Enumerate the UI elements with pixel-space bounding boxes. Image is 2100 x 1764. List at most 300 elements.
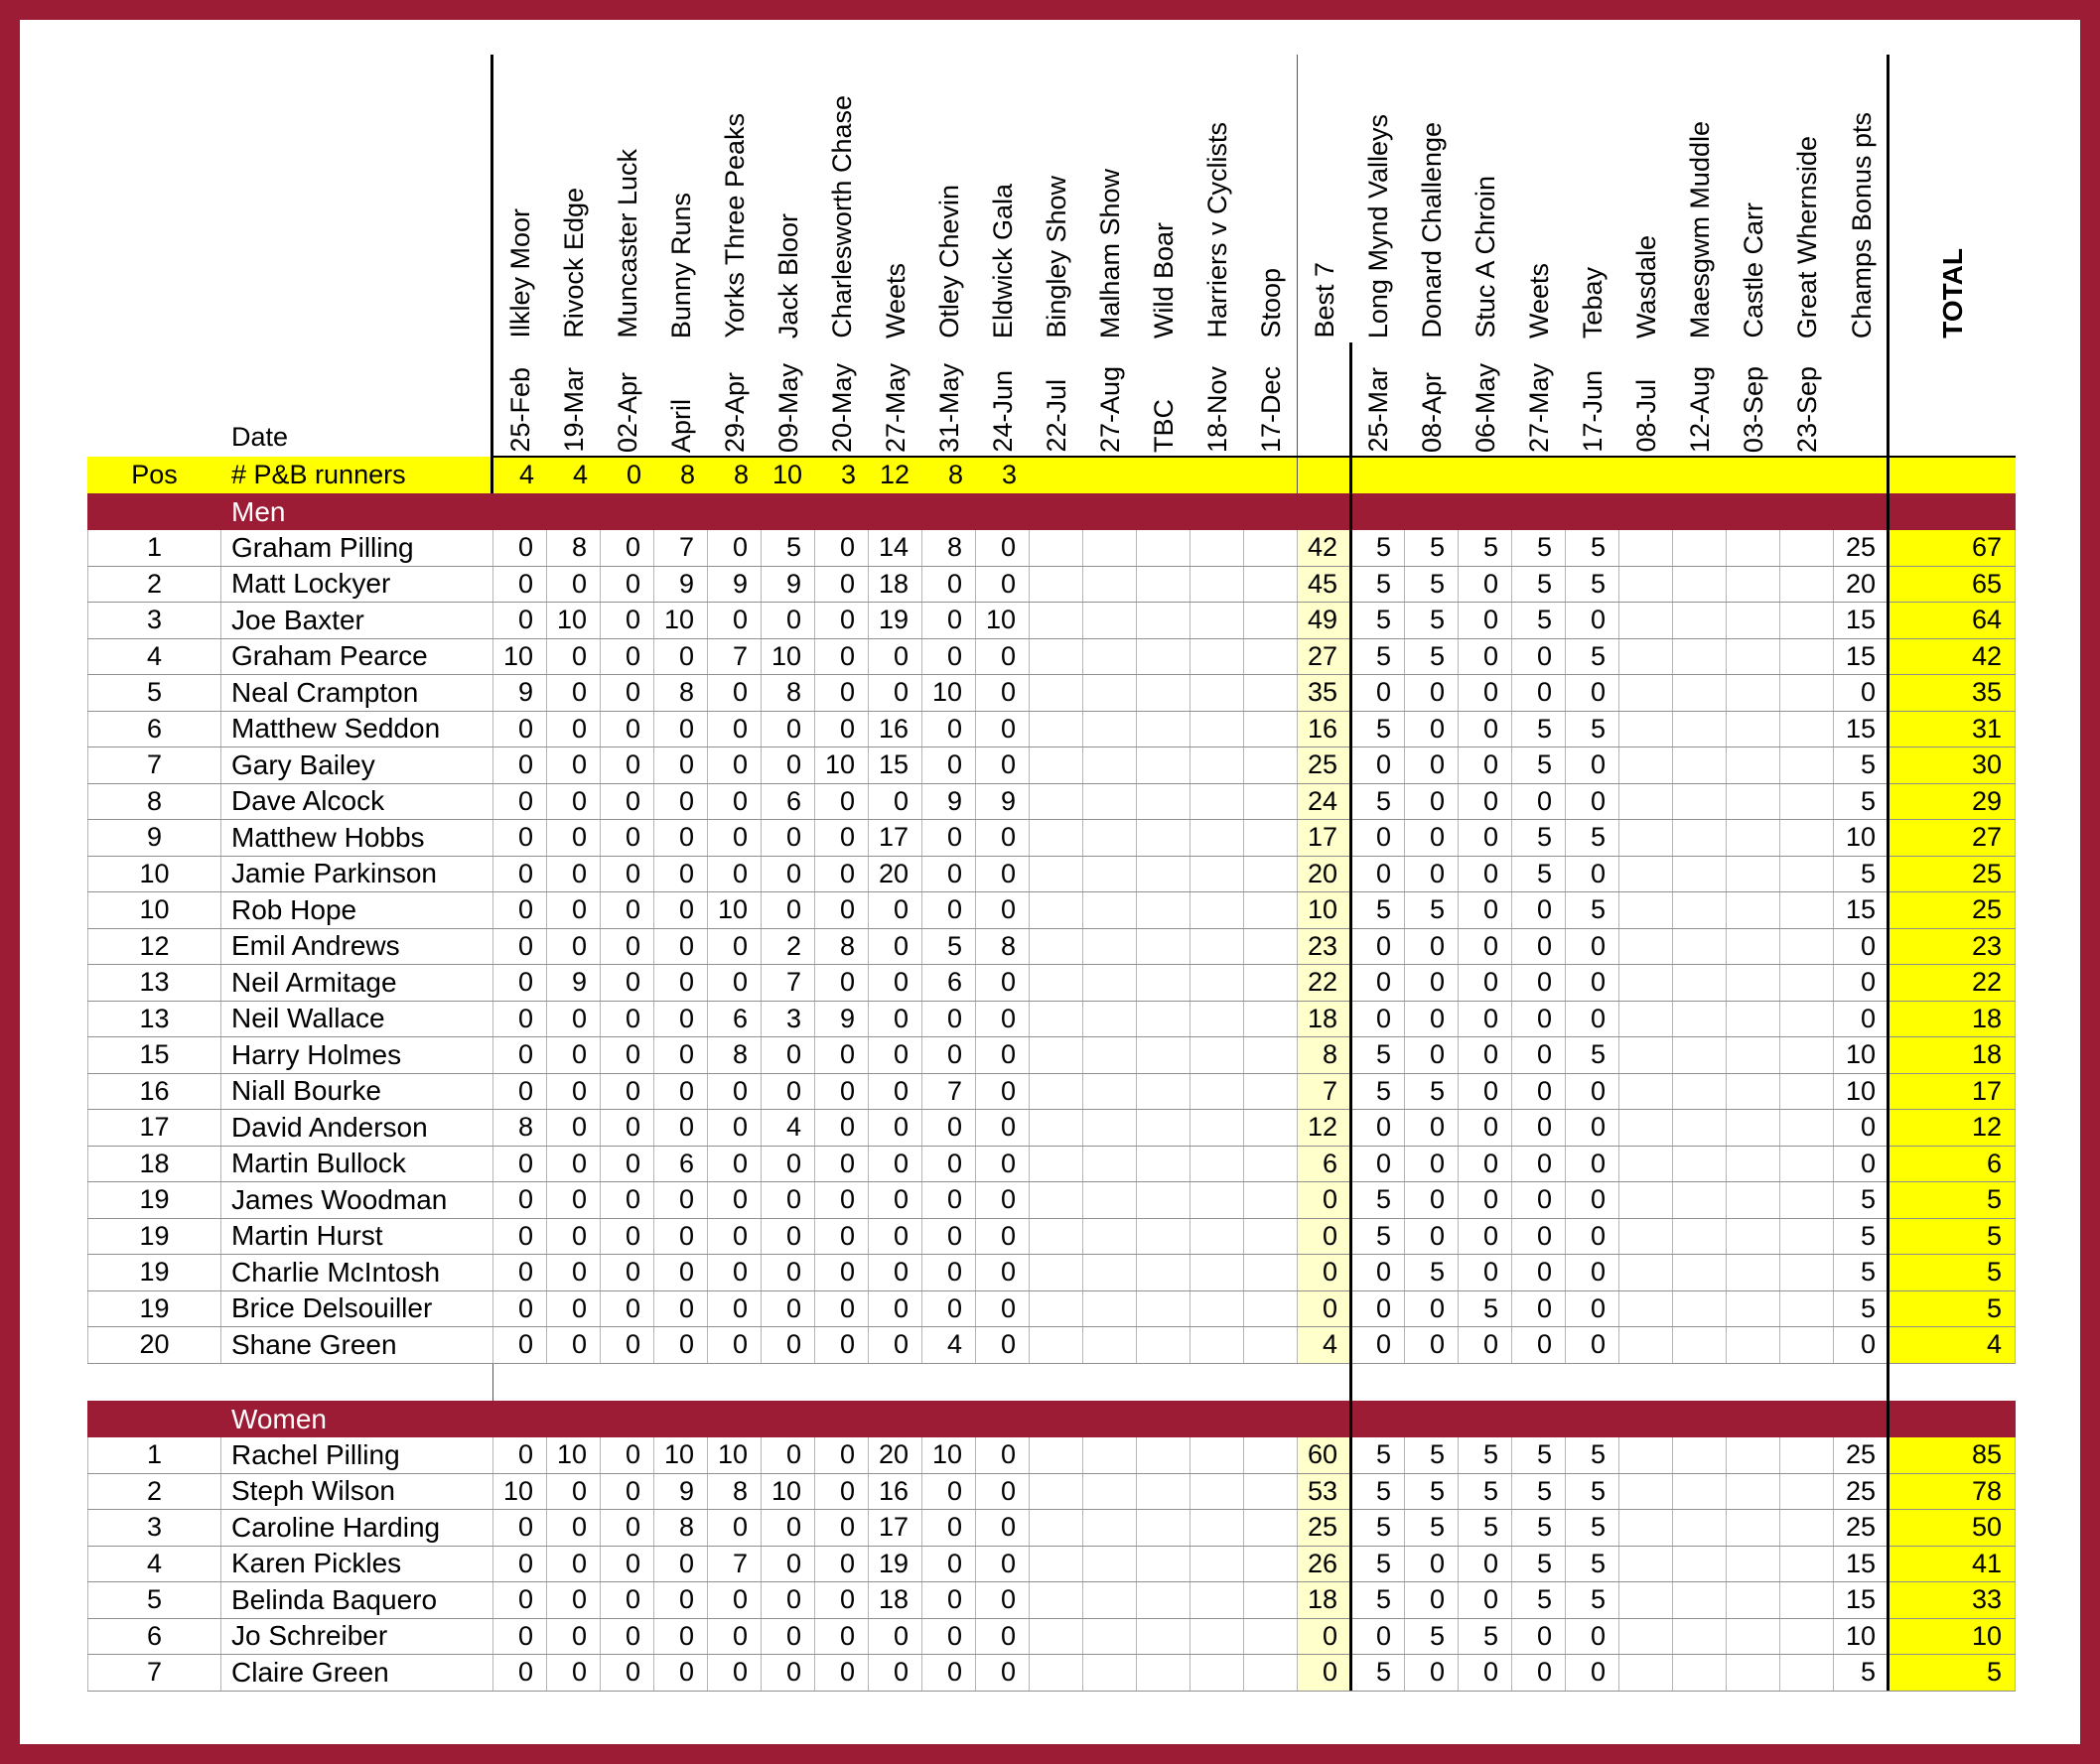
score-cell: 0 <box>976 892 1030 928</box>
champs-score-cell <box>1673 1437 1727 1473</box>
score-cell: 10 <box>547 1437 601 1473</box>
score-cell: 20 <box>869 857 922 892</box>
header-race-names-row <box>87 55 2016 342</box>
bonus-cell: 5 <box>1834 747 1890 783</box>
score-cell: 0 <box>547 747 601 783</box>
divider-line-best7-right <box>1349 342 1352 1691</box>
score-cell: 0 <box>654 1002 708 1037</box>
champs-score-cell: 0 <box>1459 1147 1512 1182</box>
champs-score-cell <box>1727 1474 1780 1510</box>
score-cell: 9 <box>815 1002 869 1037</box>
score-cell <box>1137 1147 1190 1182</box>
frame-border-left <box>0 0 20 1764</box>
score-cell <box>1083 1619 1137 1655</box>
total-cell: 6 <box>1890 1147 2016 1182</box>
pos-cell: 18 <box>87 1147 221 1182</box>
score-cell <box>1190 1510 1244 1546</box>
champs-score-cell <box>1673 857 1727 892</box>
champs-score-cell <box>1673 747 1727 783</box>
score-cell <box>1137 1074 1190 1110</box>
table-row <box>87 1655 2016 1692</box>
champs-score-cell <box>1727 1327 1780 1363</box>
champs-score-cell <box>1780 603 1834 638</box>
score-cell <box>1137 1582 1190 1618</box>
score-cell: 9 <box>976 784 1030 820</box>
champs-score-cell <box>1727 784 1780 820</box>
score-cell: 5 <box>922 929 976 965</box>
score-cell <box>1137 1291 1190 1327</box>
champs-score-cell <box>1673 639 1727 675</box>
champs-score-cell: 5 <box>1459 1510 1512 1546</box>
header-spacer-pos <box>87 342 221 457</box>
champs-score-cell: 0 <box>1566 1147 1619 1182</box>
total-cell: 12 <box>1890 1110 2016 1146</box>
score-cell: 0 <box>493 747 547 783</box>
score-cell <box>1137 1547 1190 1582</box>
column-header: Donard Challenge <box>1416 122 1447 339</box>
score-cell: 0 <box>976 820 1030 856</box>
champs-score-cell <box>1619 639 1673 675</box>
column-date: 17-Dec <box>1255 365 1286 453</box>
champs-score-cell <box>1727 747 1780 783</box>
score-cell <box>1244 1147 1298 1182</box>
champs-score-cell: 0 <box>1459 784 1512 820</box>
column-date: 12-Aug <box>1684 365 1715 453</box>
champs-score-cell <box>1673 530 1727 566</box>
score-cell: 0 <box>922 1655 976 1691</box>
champs-score-cell <box>1727 820 1780 856</box>
score-cell <box>1244 929 1298 965</box>
champs-score-cell: 5 <box>1405 567 1459 603</box>
champs-score-cell: 5 <box>1459 530 1512 566</box>
table-row <box>87 603 2016 639</box>
score-cell <box>1137 784 1190 820</box>
score-cell: 0 <box>547 1255 601 1290</box>
score-cell <box>1190 1002 1244 1037</box>
column-header: Yorks Three Peaks <box>719 113 750 339</box>
name-cell: Niall Bourke <box>221 1074 493 1110</box>
score-cell: 0 <box>493 1219 547 1255</box>
score-cell <box>1244 892 1298 928</box>
score-cell <box>1137 1437 1190 1473</box>
pos-cell: 19 <box>87 1182 221 1218</box>
champs-score-cell: 0 <box>1405 1655 1459 1691</box>
score-cell <box>1137 820 1190 856</box>
score-cell <box>1244 1474 1298 1510</box>
score-cell <box>1030 892 1083 928</box>
score-cell: 0 <box>708 1182 762 1218</box>
champs-score-cell <box>1780 567 1834 603</box>
score-cell: 10 <box>762 639 815 675</box>
score-cell <box>1030 1619 1083 1655</box>
score-cell <box>1244 1219 1298 1255</box>
score-cell: 0 <box>708 1110 762 1146</box>
score-cell: 0 <box>976 712 1030 747</box>
table-row <box>87 1582 2016 1619</box>
champs-score-cell <box>1727 1619 1780 1655</box>
runners-count <box>1834 457 1890 493</box>
score-cell <box>1244 820 1298 856</box>
name-cell: Belinda Baquero <box>221 1582 493 1618</box>
champs-score-cell <box>1727 929 1780 965</box>
score-cell: 0 <box>547 892 601 928</box>
score-cell: 0 <box>547 567 601 603</box>
champs-score-cell: 0 <box>1566 1002 1619 1037</box>
bonus-cell: 10 <box>1834 1074 1890 1110</box>
score-cell <box>1190 747 1244 783</box>
champs-score-cell <box>1780 639 1834 675</box>
score-cell: 9 <box>654 1474 708 1510</box>
score-cell: 8 <box>654 675 708 711</box>
champs-score-cell: 0 <box>1459 603 1512 638</box>
champs-score-cell <box>1780 1037 1834 1073</box>
total-cell: 65 <box>1890 567 2016 603</box>
score-cell <box>1190 1291 1244 1327</box>
score-cell: 0 <box>762 603 815 638</box>
champs-score-cell <box>1673 1074 1727 1110</box>
champs-score-cell <box>1727 1510 1780 1546</box>
champs-score-cell <box>1619 530 1673 566</box>
champs-score-cell: 5 <box>1512 1582 1566 1618</box>
champs-score-cell: 5 <box>1512 747 1566 783</box>
table-row <box>87 567 2016 604</box>
score-cell: 0 <box>815 892 869 928</box>
champs-score-cell: 0 <box>1459 1547 1512 1582</box>
score-cell: 10 <box>922 675 976 711</box>
score-cell <box>1030 1219 1083 1255</box>
champs-score-cell <box>1619 1510 1673 1546</box>
score-cell <box>1083 1074 1137 1110</box>
runners-count <box>1512 457 1566 493</box>
column-header: TOTAL <box>1936 248 1968 339</box>
score-cell: 0 <box>654 747 708 783</box>
score-cell <box>1190 965 1244 1001</box>
score-cell: 0 <box>493 929 547 965</box>
score-cell: 0 <box>869 1147 922 1182</box>
champs-score-cell: 5 <box>1566 530 1619 566</box>
column-date: TBC <box>1148 399 1179 453</box>
score-cell: 0 <box>976 965 1030 1001</box>
score-cell: 0 <box>976 1110 1030 1146</box>
score-cell: 0 <box>815 1582 869 1618</box>
bonus-cell: 0 <box>1834 1002 1890 1037</box>
runners-count <box>1298 457 1351 493</box>
champs-score-cell <box>1780 712 1834 747</box>
champs-score-cell: 5 <box>1512 857 1566 892</box>
score-cell: 0 <box>547 1474 601 1510</box>
total-cell: 18 <box>1890 1037 2016 1073</box>
score-cell: 0 <box>601 1074 654 1110</box>
champs-score-cell <box>1673 1219 1727 1255</box>
score-cell: 0 <box>922 857 976 892</box>
runners-count <box>1137 457 1190 493</box>
champs-score-cell: 0 <box>1512 1182 1566 1218</box>
score-cell: 0 <box>493 1291 547 1327</box>
champs-score-cell <box>1619 1291 1673 1327</box>
champs-score-cell: 0 <box>1405 820 1459 856</box>
champs-score-cell <box>1619 1037 1673 1073</box>
header-spacer-pos <box>87 55 221 342</box>
score-cell: 0 <box>869 1291 922 1327</box>
champs-score-cell: 0 <box>1405 1219 1459 1255</box>
score-cell: 0 <box>976 1291 1030 1327</box>
score-cell <box>1083 1327 1137 1363</box>
runners-count <box>1673 457 1727 493</box>
total-cell: 5 <box>1890 1291 2016 1327</box>
champs-score-cell: 0 <box>1512 1147 1566 1182</box>
score-cell <box>1190 603 1244 638</box>
table-row <box>87 712 2016 748</box>
runners-count <box>1619 457 1673 493</box>
score-cell: 16 <box>869 1474 922 1510</box>
total-cell: 5 <box>1890 1182 2016 1218</box>
champs-score-cell <box>1619 892 1673 928</box>
total-cell: 31 <box>1890 712 2016 747</box>
champs-score-cell: 0 <box>1405 1291 1459 1327</box>
score-cell: 0 <box>654 820 708 856</box>
score-cell: 0 <box>601 712 654 747</box>
best7-cell: 4 <box>1298 1327 1351 1363</box>
table-row <box>87 820 2016 857</box>
champs-score-cell <box>1780 1255 1834 1290</box>
champs-score-cell <box>1727 1547 1780 1582</box>
champs-score-cell <box>1727 567 1780 603</box>
score-cell: 0 <box>922 1147 976 1182</box>
score-cell: 0 <box>762 747 815 783</box>
name-cell: James Woodman <box>221 1182 493 1218</box>
score-cell: 8 <box>815 929 869 965</box>
score-cell: 0 <box>869 892 922 928</box>
champs-score-cell: 5 <box>1566 1547 1619 1582</box>
score-cell: 0 <box>815 530 869 566</box>
score-cell: 7 <box>708 639 762 675</box>
score-cell: 0 <box>869 965 922 1001</box>
score-cell: 9 <box>708 567 762 603</box>
pos-cell: 7 <box>87 747 221 783</box>
champs-score-cell <box>1780 1002 1834 1037</box>
score-cell: 0 <box>869 1327 922 1363</box>
score-cell <box>1083 1474 1137 1510</box>
score-cell <box>1030 1182 1083 1218</box>
runners-count: 0 <box>626 460 641 489</box>
score-cell: 0 <box>762 1582 815 1618</box>
score-cell <box>1190 675 1244 711</box>
champs-score-cell <box>1780 857 1834 892</box>
score-cell: 0 <box>708 530 762 566</box>
champs-score-cell <box>1780 1110 1834 1146</box>
score-cell <box>1137 1655 1190 1691</box>
champs-score-cell <box>1673 1037 1727 1073</box>
best7-cell: 16 <box>1298 712 1351 747</box>
score-cell <box>1030 1074 1083 1110</box>
score-cell: 3 <box>762 1002 815 1037</box>
table-row <box>87 747 2016 784</box>
score-cell: 14 <box>869 530 922 566</box>
champs-score-cell: 0 <box>1566 1219 1619 1255</box>
score-cell <box>1030 929 1083 965</box>
name-cell: Emil Andrews <box>221 929 493 965</box>
score-cell: 0 <box>976 1582 1030 1618</box>
best7-cell: 24 <box>1298 784 1351 820</box>
runners-count: 8 <box>679 460 695 489</box>
champs-score-cell: 0 <box>1351 1619 1405 1655</box>
champs-score-cell: 5 <box>1351 1510 1405 1546</box>
score-cell: 0 <box>815 1255 869 1290</box>
score-cell: 0 <box>762 820 815 856</box>
score-cell <box>1083 1002 1137 1037</box>
champs-score-cell: 0 <box>1459 1327 1512 1363</box>
score-cell: 0 <box>762 1255 815 1290</box>
name-cell: Neal Crampton <box>221 675 493 711</box>
pos-cell: 8 <box>87 784 221 820</box>
column-header: Bunny Runs <box>665 192 696 339</box>
champs-score-cell <box>1619 1147 1673 1182</box>
score-cell: 0 <box>601 567 654 603</box>
best7-cell: 27 <box>1298 639 1351 675</box>
pos-cell: 5 <box>87 1582 221 1618</box>
best7-cell: 23 <box>1298 929 1351 965</box>
table-row <box>87 1219 2016 1256</box>
score-cell <box>1137 567 1190 603</box>
score-cell <box>1137 1002 1190 1037</box>
score-cell <box>1030 965 1083 1001</box>
score-cell: 4 <box>762 1110 815 1146</box>
name-cell: Shane Green <box>221 1327 493 1363</box>
runners-count: 10 <box>771 460 802 489</box>
champs-score-cell: 0 <box>1566 1074 1619 1110</box>
champs-score-cell <box>1780 1582 1834 1618</box>
champs-score-cell: 0 <box>1405 675 1459 711</box>
score-cell: 0 <box>654 1291 708 1327</box>
table-body <box>87 493 2016 1692</box>
champs-score-cell <box>1780 1437 1834 1473</box>
frame-border-bottom <box>0 1744 2100 1764</box>
score-cell: 0 <box>654 639 708 675</box>
bonus-cell: 0 <box>1834 1327 1890 1363</box>
table-row <box>87 1327 2016 1364</box>
runners-count <box>1459 457 1512 493</box>
frame-border-right <box>2080 0 2100 1764</box>
bonus-cell: 25 <box>1834 1437 1890 1473</box>
champs-score-cell: 5 <box>1512 820 1566 856</box>
score-cell: 0 <box>547 1002 601 1037</box>
score-cell <box>1030 1510 1083 1546</box>
champs-score-cell: 0 <box>1405 965 1459 1001</box>
total-cell: 25 <box>1890 892 2016 928</box>
champs-score-cell: 0 <box>1459 675 1512 711</box>
champs-score-cell <box>1727 1655 1780 1691</box>
pos-cell: 3 <box>87 1510 221 1546</box>
column-date: 18-Nov <box>1201 365 1232 453</box>
pos-cell: 13 <box>87 965 221 1001</box>
score-cell <box>1190 1147 1244 1182</box>
pos-cell: 5 <box>87 675 221 711</box>
champs-score-cell <box>1619 820 1673 856</box>
champs-score-cell <box>1619 712 1673 747</box>
score-cell: 0 <box>601 892 654 928</box>
score-cell: 0 <box>547 1110 601 1146</box>
runners-label-text: # P&B runners <box>231 460 406 489</box>
champs-score-cell <box>1673 1327 1727 1363</box>
score-cell <box>1083 820 1137 856</box>
champs-score-cell: 0 <box>1459 712 1512 747</box>
champs-score-cell: 0 <box>1351 1255 1405 1290</box>
bonus-cell: 15 <box>1834 892 1890 928</box>
champs-score-cell: 5 <box>1512 1547 1566 1582</box>
score-cell: 0 <box>869 639 922 675</box>
score-cell <box>1244 530 1298 566</box>
champs-score-cell: 0 <box>1459 1074 1512 1110</box>
name-cell: Brice Delsouiller <box>221 1291 493 1327</box>
score-cell: 0 <box>922 747 976 783</box>
score-cell: 10 <box>922 1437 976 1473</box>
score-cell: 0 <box>708 1219 762 1255</box>
column-date: 20-May <box>826 362 857 453</box>
champs-score-cell: 0 <box>1512 892 1566 928</box>
champs-score-cell <box>1673 1182 1727 1218</box>
best7-cell: 0 <box>1298 1255 1351 1290</box>
score-cell: 0 <box>976 1037 1030 1073</box>
name-cell: Steph Wilson <box>221 1474 493 1510</box>
champs-score-cell: 0 <box>1566 747 1619 783</box>
score-cell: 0 <box>815 857 869 892</box>
runners-count <box>1190 457 1244 493</box>
bonus-cell: 5 <box>1834 1255 1890 1290</box>
name-cell: Martin Hurst <box>221 1219 493 1255</box>
score-cell: 0 <box>815 675 869 711</box>
score-cell: 6 <box>708 1002 762 1037</box>
score-cell: 0 <box>869 1037 922 1073</box>
runners-count <box>1351 457 1405 493</box>
score-cell: 0 <box>708 1074 762 1110</box>
champs-score-cell: 0 <box>1566 603 1619 638</box>
champs-score-cell <box>1780 675 1834 711</box>
score-cell: 9 <box>654 567 708 603</box>
score-cell: 0 <box>493 1619 547 1655</box>
score-cell: 0 <box>922 1037 976 1073</box>
score-cell: 6 <box>922 965 976 1001</box>
champs-score-cell <box>1673 1655 1727 1691</box>
champs-score-cell: 0 <box>1566 1110 1619 1146</box>
bonus-cell: 15 <box>1834 712 1890 747</box>
champs-score-cell: 5 <box>1351 1219 1405 1255</box>
champs-score-cell <box>1619 1474 1673 1510</box>
champs-score-cell: 0 <box>1512 1002 1566 1037</box>
divider-line-best7-left <box>1297 55 1298 493</box>
name-cell: Graham Pilling <box>221 530 493 566</box>
champs-score-cell <box>1780 1510 1834 1546</box>
champs-score-cell: 0 <box>1405 929 1459 965</box>
score-cell: 0 <box>869 1110 922 1146</box>
section-gap <box>87 1364 2016 1402</box>
section-gap-divider <box>492 1364 493 1401</box>
pos-cell: 3 <box>87 603 221 638</box>
best7-cell: 8 <box>1298 1037 1351 1073</box>
bonus-cell: 15 <box>1834 1582 1890 1618</box>
champs-score-cell: 5 <box>1459 1291 1512 1327</box>
champs-score-cell <box>1780 530 1834 566</box>
score-cell: 0 <box>976 675 1030 711</box>
champs-score-cell: 0 <box>1512 675 1566 711</box>
score-cell <box>1244 965 1298 1001</box>
score-cell: 0 <box>922 639 976 675</box>
score-cell: 0 <box>654 1327 708 1363</box>
score-cell <box>1137 603 1190 638</box>
score-cell <box>1190 929 1244 965</box>
score-cell: 0 <box>601 965 654 1001</box>
champs-score-cell: 5 <box>1351 1547 1405 1582</box>
score-cell <box>1244 1182 1298 1218</box>
